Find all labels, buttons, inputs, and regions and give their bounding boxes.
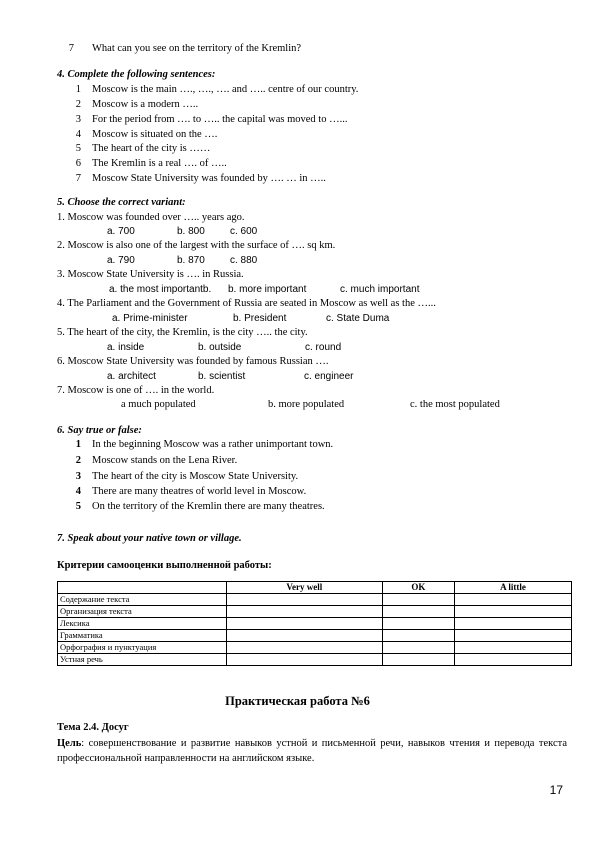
answer-option: b. President (233, 313, 287, 324)
question-text: 1. Moscow was founded over ….. years ago. (57, 212, 245, 223)
rating-cell[interactable] (455, 630, 572, 642)
list-item: What can you see on the territory of the Kremlin? (92, 43, 302, 54)
rating-cell[interactable] (455, 642, 572, 654)
list-number: 4 (75, 129, 81, 140)
answer-option: c. 600 (230, 226, 258, 237)
list-item: Moscow stands on the Lena River. (92, 455, 238, 466)
table-header-row (58, 582, 572, 594)
rating-cell[interactable] (382, 654, 454, 666)
goal-text: : совершенствование и развитие навыков устной и письменной речи, навыков чтения и перевода текста профессиональной направленности на английском языке. (57, 738, 567, 764)
answer-option: b. more populated (268, 399, 345, 410)
rating-cell[interactable] (382, 594, 454, 606)
answer-option: a. inside (107, 342, 145, 353)
table-header-cell: OK (382, 582, 454, 594)
rating-cell[interactable] (455, 594, 572, 606)
list-item: Moscow is the main …., …., …. and ….. centre of our country. (92, 84, 359, 95)
criteria-table (57, 581, 572, 666)
list-item: Moscow State University was founded by …. … in ….. (92, 173, 326, 184)
section-7-heading: 7. Speak about your native town or village. (57, 533, 242, 544)
list-item: There are many theatres of world level in Moscow. (92, 486, 307, 497)
table-row (58, 654, 572, 666)
answer-option: a. 790 (107, 255, 135, 266)
table-row (58, 594, 572, 606)
criterion-label: Лексика (58, 618, 227, 630)
table-row (58, 606, 572, 618)
list-number: 3 (75, 471, 81, 482)
answer-option: c. 880 (230, 255, 258, 266)
list-number: 2 (75, 455, 81, 466)
list-number: 5 (75, 143, 81, 154)
answer-option: b. outside (198, 342, 242, 353)
question-text: 4. The Parliament and the Government of Russia are seated in Moscow as well as the …... (57, 298, 436, 309)
table-header-cell (58, 582, 227, 594)
goal-paragraph (57, 736, 567, 766)
rating-cell[interactable] (455, 606, 572, 618)
answer-option: c. the most populated (410, 399, 500, 410)
rating-cell[interactable] (382, 630, 454, 642)
answer-option: b. 800 (177, 226, 205, 237)
rating-cell[interactable] (382, 618, 454, 630)
list-number: 4 (75, 486, 81, 497)
rating-cell[interactable] (227, 654, 383, 666)
criterion-label: Грамматика (58, 630, 227, 642)
criterion-label: Орфография и пунктуация (58, 642, 227, 654)
topic-heading: Тема 2.4. Досуг (57, 722, 129, 733)
list-item: The heart of the city is Moscow State University. (92, 471, 299, 482)
rating-cell[interactable] (455, 654, 572, 666)
answer-option: a much populated (121, 399, 196, 410)
list-item: Moscow is situated on the …. (92, 129, 218, 140)
answer-option: b. 870 (177, 255, 205, 266)
rating-cell[interactable] (382, 606, 454, 618)
question-text: 3. Moscow State University is …. in Russia. (57, 269, 244, 280)
rating-cell[interactable] (227, 618, 383, 630)
answer-option: b. more important (228, 284, 307, 295)
question-text: 5. The heart of the city, the Kremlin, is the city ….. the city. (57, 327, 308, 338)
list-item: Moscow is a modern ….. (92, 99, 199, 110)
list-item: In the beginning Moscow was a rather unimportant town. (92, 439, 334, 450)
section-4-heading: 4. Complete the following sentences: (57, 69, 216, 80)
table-row (58, 642, 572, 654)
question-text: 6. Moscow State University was founded by famous Russian …. (57, 356, 329, 367)
list-number: 2 (75, 99, 81, 110)
answer-option: b. scientist (198, 371, 246, 382)
question-text: 2. Moscow is also one of the largest with the surface of …. sq km. (57, 240, 336, 251)
table-row (58, 618, 572, 630)
section-5-heading: 5. Choose the correct variant: (57, 197, 186, 208)
criterion-label: Организация текста (58, 606, 227, 618)
criterion-label: Устная речь (58, 654, 227, 666)
list-item: The Kremlin is a real …. of ….. (92, 158, 227, 169)
list-number: 3 (75, 114, 81, 125)
answer-option: c. engineer (304, 371, 354, 382)
answer-option: c. round (305, 342, 342, 353)
answer-option: c. State Duma (326, 313, 390, 324)
table-header-cell: A little (455, 582, 572, 594)
criterion-label: Содержание текста (58, 594, 227, 606)
rating-cell[interactable] (227, 630, 383, 642)
rating-cell[interactable] (382, 642, 454, 654)
list-number: 1 (75, 84, 81, 95)
page-number: 17 (549, 783, 563, 797)
question-text: 7. Moscow is one of …. in the world. (57, 385, 215, 396)
list-number: 7 (68, 43, 74, 54)
answer-option: a. the most importantb. (109, 284, 212, 295)
rating-cell[interactable] (227, 594, 383, 606)
list-item: The heart of the city is …… (92, 143, 211, 154)
answer-option: a. Prime-minister (112, 313, 188, 324)
answer-option: a. architect (107, 371, 156, 382)
answer-option: a. 700 (107, 226, 135, 237)
list-item: On the territory of the Kremlin there are many theatres. (92, 501, 325, 512)
goal-label: Цель (57, 738, 82, 749)
rating-cell[interactable] (227, 606, 383, 618)
table-row (58, 630, 572, 642)
practical-work-title: Практическая работа №6 (225, 694, 370, 708)
list-item: For the period from …. to ….. the capital was moved to …... (92, 114, 348, 125)
rating-cell[interactable] (455, 618, 572, 630)
criteria-title: Критерии самооценки выполненной работы: (57, 560, 272, 571)
section-6-heading: 6. Say true or false: (57, 425, 142, 436)
list-number: 5 (75, 501, 81, 512)
rating-cell[interactable] (227, 642, 383, 654)
list-number: 1 (75, 439, 81, 450)
list-number: 7 (75, 173, 81, 184)
answer-option: c. much important (340, 284, 420, 295)
table-header-cell: Very well (227, 582, 383, 594)
list-number: 6 (75, 158, 81, 169)
